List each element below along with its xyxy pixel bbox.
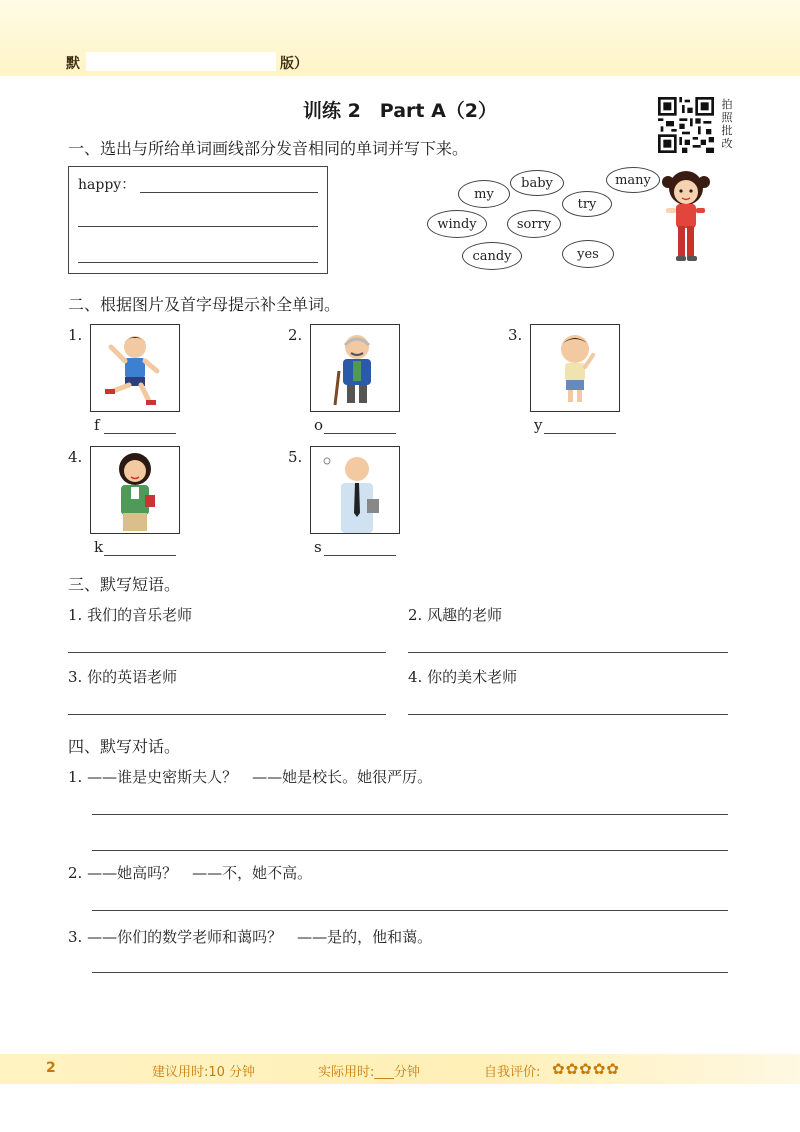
answer-line[interactable] bbox=[324, 555, 396, 556]
answer-line[interactable] bbox=[68, 714, 386, 715]
self-eval-label: 自我评价: bbox=[484, 1065, 541, 1080]
item-number: 3. bbox=[508, 326, 523, 344]
phrase-prompt: 4. 你的美术老师 bbox=[408, 668, 518, 686]
item-number: 4. bbox=[68, 448, 83, 466]
page-title: 训练 2 Part A（2） bbox=[302, 100, 498, 122]
item-number: 2. bbox=[288, 326, 303, 344]
hint-letter: s bbox=[314, 538, 322, 556]
picture-box bbox=[310, 324, 400, 412]
funny-boy-picture bbox=[91, 325, 179, 411]
header-label-left: 默 bbox=[66, 56, 80, 72]
actual-time: 实际用时:___分钟 bbox=[318, 1065, 420, 1080]
answer-line[interactable] bbox=[92, 972, 728, 973]
happy-prompt: happy： bbox=[78, 177, 136, 193]
section2-heading: 二、根据图片及首字母提示补全单词。 bbox=[68, 295, 341, 314]
header-redaction bbox=[86, 52, 276, 71]
strict-teacher-picture bbox=[311, 447, 399, 533]
picture-box bbox=[530, 324, 620, 412]
dialogue-prompt: 1. ——谁是史密斯夫人？ ——她是校长。她很严厉。 bbox=[68, 768, 433, 786]
answer-line[interactable] bbox=[408, 714, 728, 715]
word-text: sorry bbox=[516, 216, 552, 232]
qr-side-text: 拍照批改 bbox=[721, 98, 733, 150]
hint-letter: y bbox=[534, 416, 543, 434]
hint-letter: k bbox=[94, 538, 104, 556]
phrase-prompt: 3. 你的英语老师 bbox=[68, 668, 178, 686]
section3-heading: 三、默写短语。 bbox=[68, 575, 181, 594]
old-man-picture bbox=[311, 325, 399, 411]
header-label-right: 版） bbox=[280, 56, 308, 72]
hint-letter: f bbox=[94, 416, 100, 434]
picture-box bbox=[90, 324, 180, 412]
section4-heading: 四、默写对话。 bbox=[68, 737, 181, 756]
answer-line[interactable] bbox=[104, 555, 176, 556]
young-boy-picture bbox=[531, 325, 619, 411]
word-bubble bbox=[562, 240, 614, 268]
rating-flower-icons[interactable]: ✿✿✿✿✿ bbox=[552, 1060, 620, 1078]
word-bubble bbox=[458, 180, 510, 208]
qr-code-icon[interactable] bbox=[658, 97, 714, 153]
answer-line[interactable] bbox=[78, 226, 318, 227]
word-bubble bbox=[507, 210, 561, 238]
word-bubble bbox=[510, 170, 564, 196]
item-number: 5. bbox=[288, 448, 303, 466]
page-number: 2 bbox=[46, 1060, 56, 1076]
word-text: windy bbox=[437, 216, 477, 232]
word-bubble bbox=[427, 210, 487, 238]
girl-illustration bbox=[654, 168, 716, 266]
word-text: many bbox=[615, 172, 651, 188]
word-text: my bbox=[474, 186, 494, 202]
answer-line[interactable] bbox=[544, 433, 616, 434]
word-text: try bbox=[577, 196, 597, 212]
word-text: baby bbox=[521, 175, 553, 191]
answer-line[interactable] bbox=[92, 850, 728, 851]
word-bubble bbox=[562, 191, 612, 217]
answer-line[interactable] bbox=[78, 262, 318, 263]
dialogue-prompt: 3. ——你们的数学老师和蔼吗？ ——是的，他和蔼。 bbox=[68, 928, 433, 946]
answer-line[interactable] bbox=[68, 652, 386, 653]
answer-line[interactable] bbox=[408, 652, 728, 653]
answer-line[interactable] bbox=[92, 910, 728, 911]
answer-line[interactable] bbox=[104, 433, 176, 434]
suggested-time: 建议用时:10 分钟 bbox=[152, 1065, 256, 1080]
word-bubble bbox=[462, 242, 522, 270]
dialogue-prompt: 2. ——她高吗？ ——不，她不高。 bbox=[68, 864, 313, 882]
kind-teacher-picture bbox=[91, 447, 179, 533]
answer-line[interactable] bbox=[324, 433, 396, 434]
item-number: 1. bbox=[68, 326, 83, 344]
word-bubble bbox=[606, 167, 660, 193]
word-text: yes bbox=[577, 246, 599, 262]
word-text: candy bbox=[472, 248, 512, 264]
phrase-prompt: 1. 我们的音乐老师 bbox=[68, 606, 193, 624]
phrase-prompt: 2. 风趣的老师 bbox=[408, 606, 503, 624]
section1-heading: 一、选出与所给单词画线部分发音相同的单词并写下来。 bbox=[68, 139, 469, 158]
picture-box bbox=[310, 446, 400, 534]
picture-box bbox=[90, 446, 180, 534]
answer-line[interactable] bbox=[92, 814, 728, 815]
hint-letter: o bbox=[314, 416, 324, 434]
answer-line[interactable] bbox=[140, 192, 318, 193]
